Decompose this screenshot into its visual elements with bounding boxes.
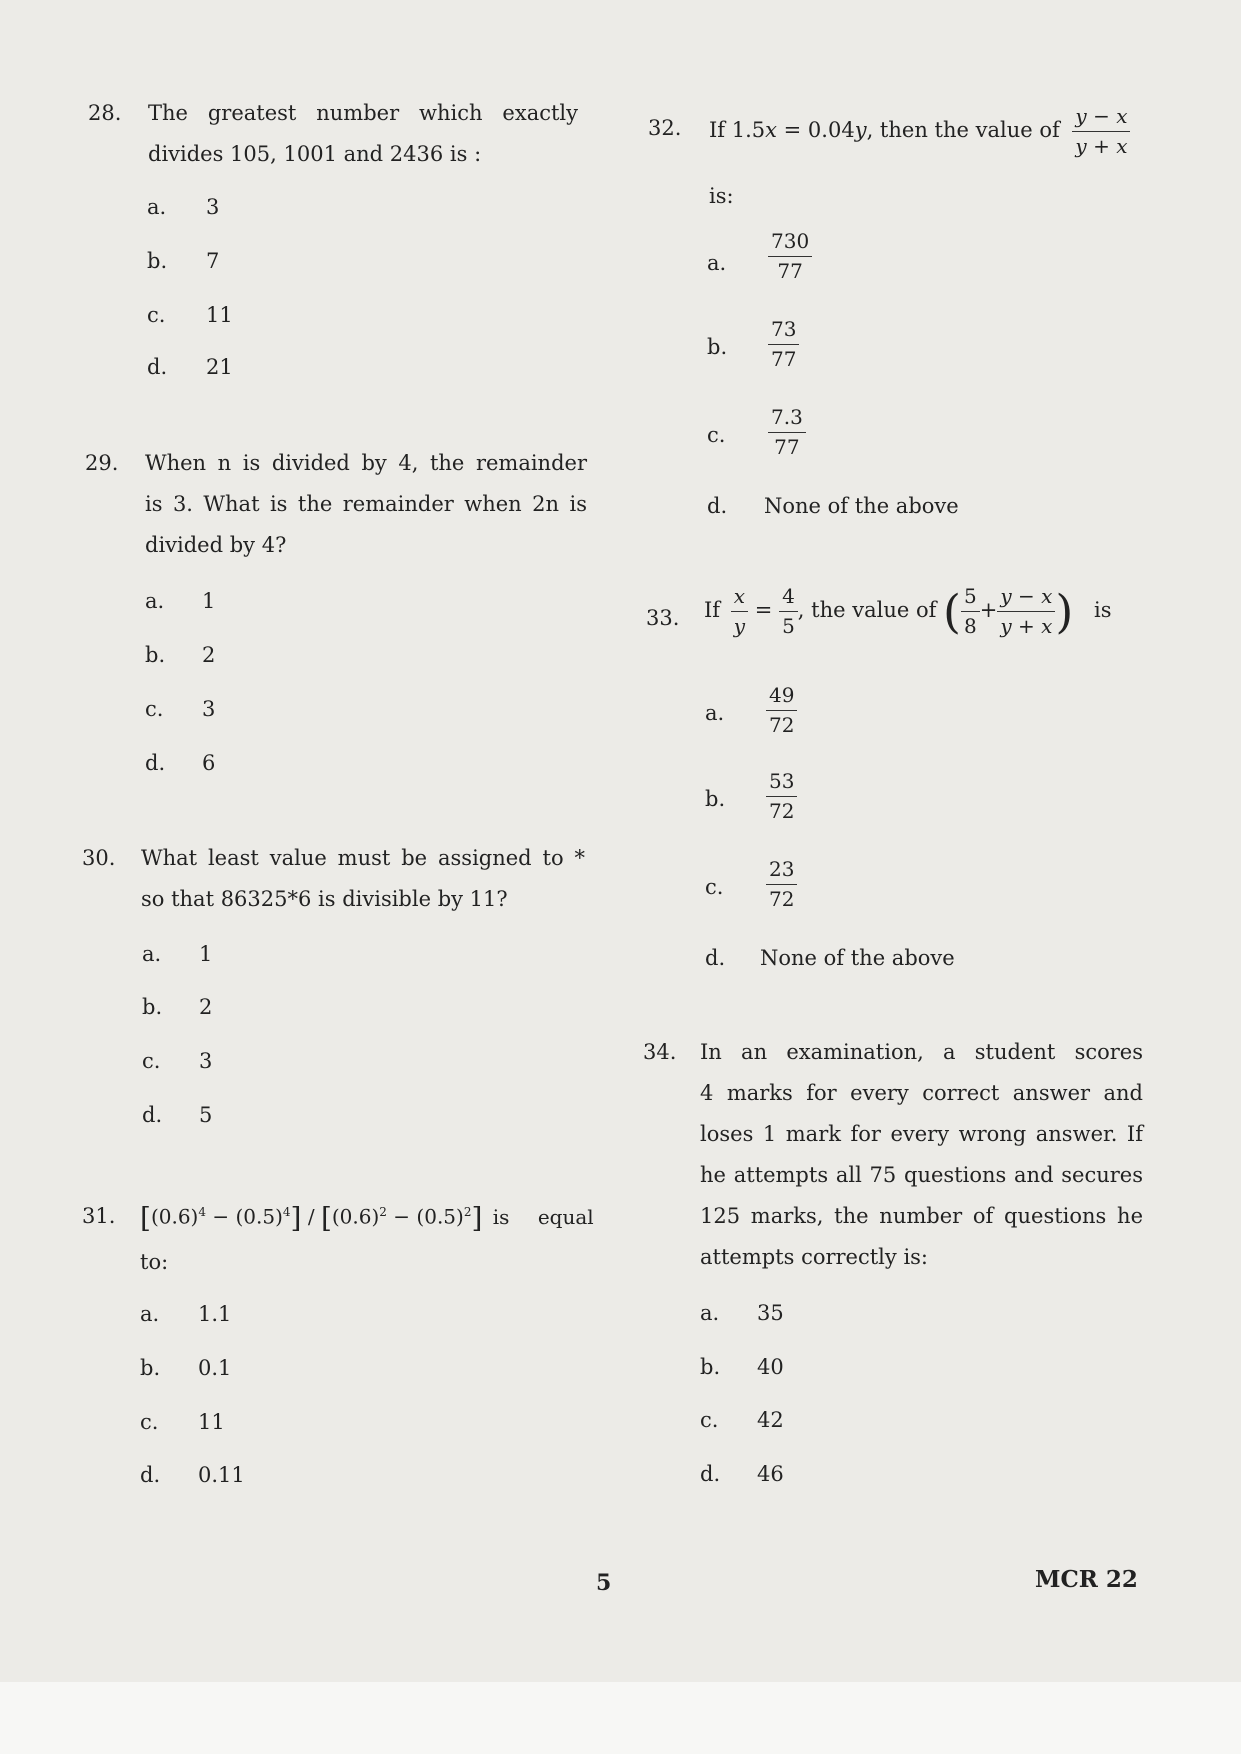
fraction-denominator: y — [733, 614, 746, 638]
fraction-denominator: y + x — [1000, 614, 1053, 638]
option-label: b. — [700, 1355, 721, 1379]
question-28 — [88, 93, 592, 183]
option-value: 40 — [757, 1355, 784, 1379]
scan-margin — [0, 1682, 1241, 1754]
fraction-denominator: 77 — [774, 435, 800, 459]
question-number: 33. — [646, 606, 680, 630]
option-value: 42 — [757, 1408, 784, 1432]
option-label: c. — [147, 303, 166, 327]
option-label: a. — [707, 251, 727, 275]
fraction-numerator: 5 — [961, 584, 980, 612]
option-value: 21 — [206, 355, 233, 379]
option-value: 11 — [198, 1410, 225, 1434]
question-text: If 1.5 — [709, 118, 766, 142]
fraction-denominator: 77 — [777, 259, 803, 283]
question-text-line: The greatest number which exactly — [148, 101, 578, 125]
question-text-line: loses 1 mark for every wrong answer. If — [700, 1122, 1143, 1146]
option-label: d. — [142, 1103, 163, 1127]
fraction — [779, 584, 798, 639]
open-bracket: [ — [140, 1201, 151, 1235]
option-label: b. — [145, 643, 166, 667]
option-fraction — [768, 229, 812, 284]
option-fraction — [766, 683, 797, 738]
option-fraction — [768, 405, 806, 460]
fraction-numerator: 49 — [766, 683, 797, 711]
question-34 — [643, 1032, 1163, 1282]
option-label: b. — [705, 787, 726, 811]
option-label: d. — [145, 751, 166, 775]
fraction-numerator: y − x — [1072, 104, 1130, 132]
plus-sign: + — [979, 598, 998, 622]
fraction-numerator: 73 — [768, 317, 799, 345]
option-value: None of the above — [764, 494, 959, 518]
option-value: 3 — [199, 1049, 213, 1073]
fraction — [961, 584, 980, 639]
fraction-numerator: y − x — [997, 584, 1055, 612]
option-label: a. — [705, 701, 725, 725]
option-value: 2 — [202, 643, 216, 667]
fraction-denominator: 72 — [769, 887, 795, 911]
option-value: None of the above — [760, 946, 955, 970]
question-text-line: to: — [140, 1250, 169, 1274]
question-number: 34. — [643, 1040, 677, 1064]
open-bracket: [ — [320, 1201, 332, 1235]
option-label: d. — [140, 1463, 161, 1487]
expr-operator: − — [386, 1204, 417, 1229]
option-value: 11 — [206, 303, 233, 327]
question-text: , the value of — [797, 598, 937, 622]
fraction-denominator: 77 — [771, 347, 797, 371]
close-bracket: ] — [471, 1201, 483, 1235]
option-value: 6 — [202, 751, 216, 775]
option-label: c. — [145, 697, 164, 721]
question-text: is — [492, 1204, 510, 1229]
option-label: d. — [705, 946, 726, 970]
option-label: c. — [140, 1410, 159, 1434]
close-bracket: ] — [290, 1201, 302, 1235]
option-label: a. — [142, 942, 162, 966]
question-number: 32. — [648, 116, 682, 140]
expr-exponent: 4 — [282, 1205, 291, 1219]
option-label: c. — [705, 875, 724, 899]
fraction — [997, 584, 1055, 639]
question-expression — [140, 1192, 594, 1239]
variable: y — [854, 118, 867, 142]
fraction-numerator: 23 — [766, 857, 797, 885]
option-label: b. — [147, 249, 168, 273]
question-text-line: 4 marks for every correct answer and — [700, 1081, 1143, 1105]
fraction-numerator: 7.3 — [768, 405, 806, 433]
option-label: d. — [700, 1462, 721, 1486]
option-label: b. — [707, 335, 728, 359]
option-label: a. — [145, 589, 165, 613]
question-number: 30. — [82, 846, 116, 870]
option-label: d. — [707, 494, 728, 518]
expr-term: (0.5) — [416, 1204, 464, 1229]
fraction — [1072, 104, 1130, 159]
option-label: c. — [142, 1049, 161, 1073]
option-label: a. — [140, 1302, 160, 1326]
expr-exponent: 2 — [379, 1205, 387, 1219]
option-value: 2 — [199, 995, 213, 1019]
question-number: 28. — [88, 101, 122, 125]
expr-operator: − — [206, 1204, 236, 1229]
question-text-line: In an examination, a student scores — [700, 1040, 1143, 1064]
option-value: 1 — [199, 942, 213, 966]
option-label: c. — [700, 1408, 719, 1432]
question-32 — [648, 104, 1148, 214]
option-fraction — [766, 769, 797, 824]
fraction-numerator: 53 — [766, 769, 797, 797]
question-text-line: 125 marks, the number of questions he — [700, 1204, 1143, 1228]
question-text-line: When n is divided by 4, the remainder — [145, 451, 587, 475]
question-number: 31. — [82, 1204, 116, 1228]
option-value: 35 — [757, 1301, 784, 1325]
question-text: is — [1094, 598, 1112, 622]
option-value: 7 — [206, 249, 220, 273]
question-number: 29. — [85, 451, 119, 475]
fraction-denominator: 5 — [782, 614, 795, 638]
fraction — [731, 584, 748, 639]
question-text-line: divided by 4? — [145, 533, 287, 557]
option-value: 1.1 — [198, 1302, 232, 1326]
question-text-line: he attempts all 75 questions and secures — [700, 1163, 1143, 1187]
question-expression — [704, 584, 1112, 639]
question-text-line: attempts correctly is: — [700, 1245, 929, 1269]
option-fraction — [766, 857, 797, 912]
option-value: 5 — [199, 1103, 213, 1127]
fraction-numerator: 4 — [779, 584, 798, 612]
fraction-denominator: y + x — [1075, 134, 1128, 158]
question-text: If — [704, 598, 721, 622]
option-label: b. — [140, 1356, 161, 1380]
open-paren: ( — [943, 584, 961, 639]
paper-code: MCR 22 — [1035, 1566, 1138, 1593]
question-text-line: is 3. What is the remainder when 2n is — [145, 492, 587, 516]
option-label: d. — [147, 355, 168, 379]
expr-term: (0.5) — [235, 1204, 283, 1229]
option-label: b. — [142, 995, 163, 1019]
option-value: 0.11 — [198, 1463, 245, 1487]
question-text: , then the value of — [866, 118, 1060, 142]
question-text: = 0.04 — [776, 118, 855, 142]
page-number: 5 — [596, 1570, 612, 1596]
option-value: 3 — [206, 195, 220, 219]
question-text-line: is: — [709, 184, 734, 208]
variable: x — [765, 118, 777, 142]
option-value: 0.1 — [198, 1356, 232, 1380]
option-label: a. — [147, 195, 167, 219]
question-text-line: so that 86325*6 is divisible by 11? — [141, 887, 508, 911]
expr-term: (0.6) — [331, 1204, 380, 1229]
expr-exponent: 2 — [463, 1205, 472, 1219]
fraction-numerator: x — [731, 584, 748, 612]
question-text-line: divides 105, 1001 and 2436 is : — [148, 142, 482, 166]
expr-term: (0.6) — [150, 1204, 199, 1229]
question-text-line: What least value must be assigned to * — [141, 846, 585, 870]
question-30 — [82, 838, 592, 928]
question-expression — [709, 104, 1130, 159]
option-value: 46 — [757, 1462, 784, 1486]
option-value: 1 — [202, 589, 216, 613]
option-value: 3 — [202, 697, 216, 721]
question-31 — [82, 1192, 602, 1292]
question-29 — [85, 443, 595, 573]
fraction-numerator: 730 — [768, 229, 812, 257]
option-fraction — [768, 317, 799, 372]
expr-exponent: 4 — [198, 1205, 206, 1219]
option-label: c. — [707, 423, 726, 447]
expr-operator: / — [301, 1204, 321, 1229]
close-paren: ) — [1055, 584, 1074, 639]
fraction-denominator: 72 — [769, 713, 795, 737]
fraction-denominator: 72 — [769, 799, 795, 823]
equals-sign: = — [754, 598, 773, 622]
fraction-denominator: 8 — [964, 614, 977, 638]
option-label: a. — [700, 1301, 720, 1325]
question-33 — [646, 584, 1156, 654]
question-text: equal — [537, 1204, 594, 1229]
